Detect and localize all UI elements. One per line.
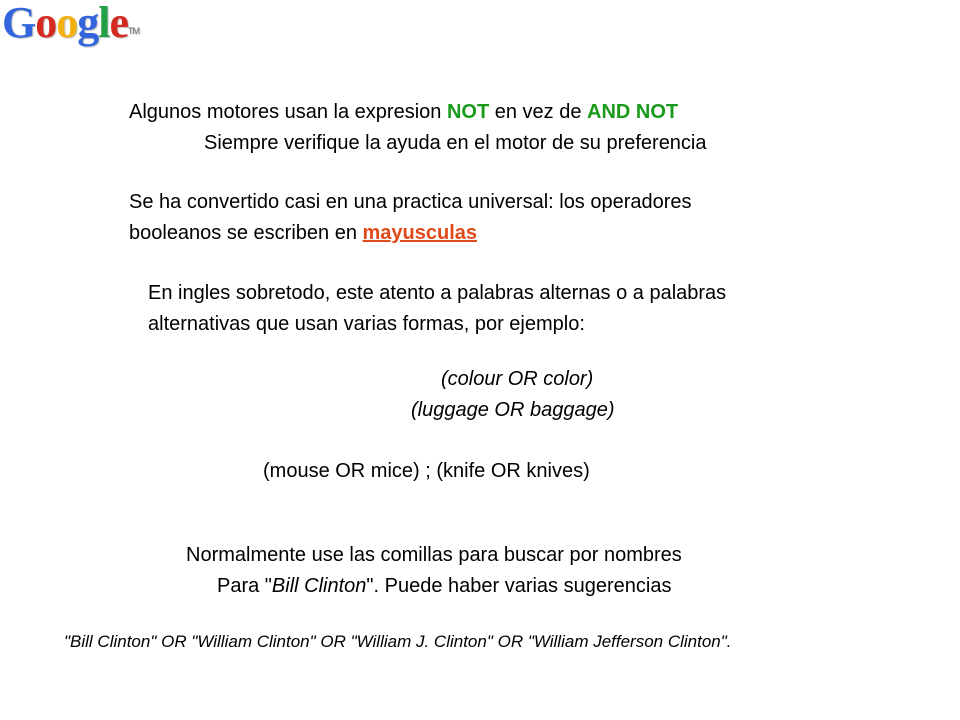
p2-text-a: booleanos se escriben en [129,222,363,244]
logo-trademark: TM [128,26,139,36]
keyword-and-not: AND NOT [587,101,679,123]
p1-line1 [129,100,678,124]
p3-line1: En ingles sobretodo, este atento a palabras alternas o a palabras [148,282,727,304]
p4-line1: Normalmente use las comillas para buscar por nombres [186,544,682,566]
p3-line2: alternativas que usan varias formas, por ejemplo: [148,313,585,335]
google-logo [2,0,139,46]
p2-line1: Se ha convertido casi en una practica universal: los operadores [129,191,692,213]
keyword-not: NOT [446,101,490,123]
name-bill-clinton: Bill Clinton [271,575,367,597]
example-colour: (colour OR color) [441,368,594,390]
p1-line2: Siempre verifique la ayuda en el motor de su preferencia [204,132,707,154]
logo-letter-g1: G [2,0,36,47]
p1-text-a: Algunos motores usan la expresion [129,101,447,123]
link-mayusculas[interactable]: mayusculas [362,222,478,244]
example-mouse-knife: (mouse OR mice) ; (knife OR knives) [263,460,590,482]
final-query-example: "Bill Clinton" OR "William Clinton" OR "William J. Clinton" OR "William Jefferson Clinton". [64,632,732,651]
logo-letter-o2: o [56,0,78,47]
p4-line2 [217,574,671,598]
logo-letter-e: e [109,0,128,47]
example-luggage: (luggage OR baggage) [411,399,615,421]
logo-letter-g2: g [77,0,99,47]
p2-line2 [129,221,477,245]
p1-text-c: en vez de [489,101,588,123]
logo-letter-l: l [98,0,110,47]
p4-text-a: Para " [217,575,272,597]
logo-letter-o1: o [35,0,57,47]
p4-text-c: ". Puede haber varias sugerencias [366,575,672,597]
